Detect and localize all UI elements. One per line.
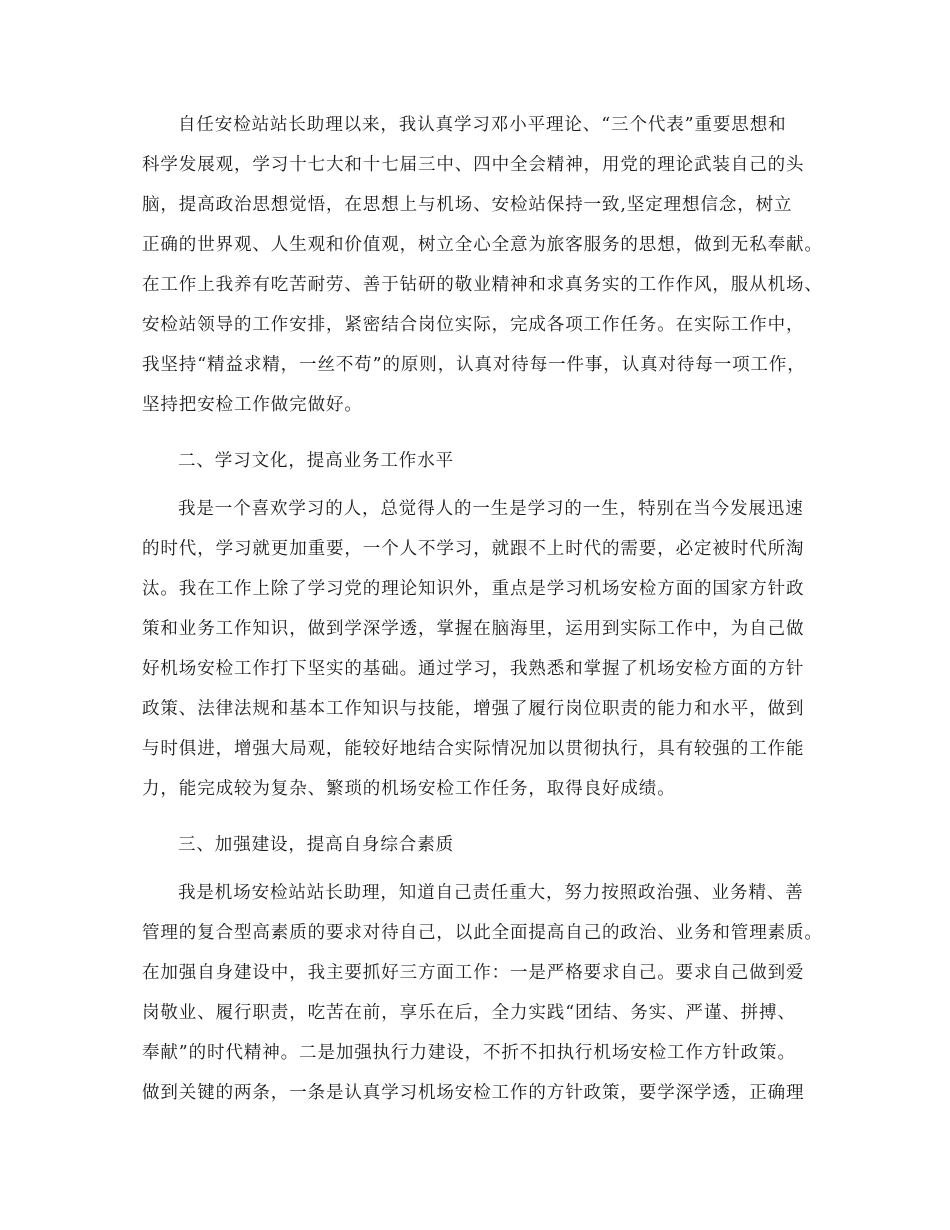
paragraph-line: 安检站领导的工作安排，紧密结合岗位实际，完成各项工作任务。在实际工作中，	[142, 315, 805, 335]
paragraph-line: 与时俱进，增强大局观，能较好地结合实际情况加以贯彻执行，具有较强的工作能	[142, 739, 805, 759]
paragraph-line: 管理的复合型高素质的要求对待自己，以此全面提高自己的政治、业务和管理素质。	[142, 923, 823, 943]
paragraph-line: 岗敬业、履行职责，吃苦在前，享乐在后，全力实践“团结、务实、严谨、拼搏、	[142, 1003, 796, 1023]
paragraph-line: 我是机场安检站站长助理，知道自己责任重大，努力按照政治强、业务精、善	[178, 883, 804, 903]
paragraph-line: 在工作上我养有吃苦耐劳、善于钻研的敬业精神和求真务实的工作作风，服从机场、	[142, 275, 823, 295]
paragraph-line: 科学发展观，学习十七大和十七届三中、四中全会精神，用党的理论武装自己的头	[142, 155, 805, 175]
paragraph-line: 奉献”的时代精神。二是加强执行力建设，不折不扣执行机场安检工作方针政策。	[142, 1043, 796, 1063]
paragraph-line: 正确的世界观、人生观和价值观，树立全心全意为旅客服务的思想，做到无私奉献。	[142, 235, 823, 255]
paragraph-line: 在加强自身建设中，我主要抓好三方面工作：一是严格要求自己。要求自己做到爱	[142, 963, 805, 983]
paragraph-line: 的时代，学习就更加重要，一个人不学习，就跟不上时代的需要，必定被时代所淘	[142, 539, 805, 559]
paragraph-line: 脑，提高政治思想觉悟，在思想上与机场、安检站保持一致,坚定理想信念，树立	[142, 195, 793, 215]
paragraph-line: 策和业务工作知识，做到学深学透，掌握在脑海里，运用到实际工作中，为自己做	[142, 619, 805, 639]
paragraph-line: 力，能完成较为复杂、繁琐的机场安检工作任务，取得良好成绩。	[142, 779, 676, 799]
paragraph-line: 政策、法律法规和基本工作知识与技能，增强了履行岗位职责的能力和水平，做到	[142, 699, 805, 719]
paragraph-line: 做到关键的两条，一条是认真学习机场安检工作的方针政策，要学深学透，正确理	[142, 1083, 805, 1103]
paragraph-line: 我坚持“精益求精，一丝不苟”的原则，认真对待每一件事，认真对待每一项工作，	[142, 355, 806, 375]
section-heading: 二、学习文化，提高业务工作水平	[178, 451, 454, 471]
paragraph-line: 坚持把安检工作做完做好。	[142, 395, 363, 415]
section-heading: 三、加强建设，提高自身综合素质	[178, 835, 454, 855]
paragraph-line: 好机场安检工作打下坚实的基础。通过学习，我熟悉和掌握了机场安检方面的方针	[142, 659, 805, 679]
paragraph-line: 汰。我在工作上除了学习党的理论知识外，重点是学习机场安检方面的国家方针政	[142, 579, 805, 599]
paragraph-line: 我是一个喜欢学习的人，总觉得人的一生是学习的一生，特别在当今发展迅速	[178, 499, 804, 519]
paragraph-line: 自任安检站站长助理以来，我认真学习邓小平理论、“三个代表”重要思想和	[178, 115, 787, 135]
